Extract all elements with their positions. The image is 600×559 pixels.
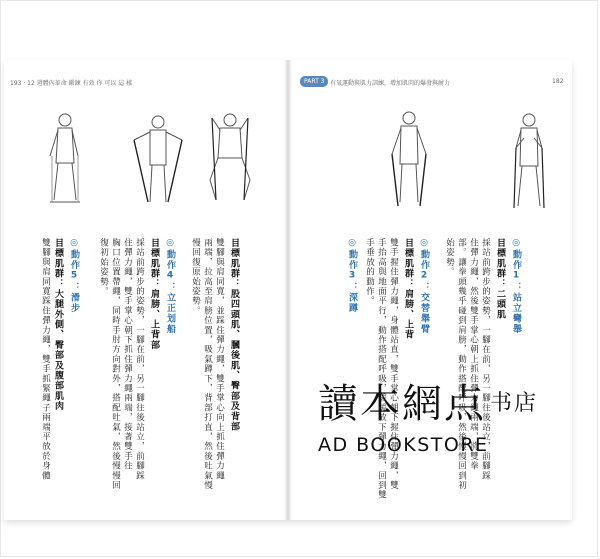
text-column: 雙腳與肩同寬踩住彈力繩，雙手抓緊繩子兩端平放於身體 [40,238,51,481]
watermark-subtitle: AD BOOKSTORE [318,434,489,456]
bookstore-watermark [310,380,590,480]
text-column: 住彈力繩，然後雙手掌心朝上抓住彈力繩兩端，將雙拳 [468,238,479,471]
text-column: 復初始姿勢。 [98,238,109,297]
text-column: 採站前跨步的姿勢，一腳在前，另一腳往後站立，前腳踩 [480,238,491,481]
text-column: 手抬高與地面平行，動作搭配呼吸，緩緩放下彈力繩，回到雙 [376,238,387,500]
exercise-heading-ex5: ◎動作5：滑步 [69,238,79,314]
chapter-badge: PART 3 [300,76,328,87]
exercise-heading-ex2: ◎動作2：交替舉臂 [419,238,429,335]
exercise-heading-ex1: ◎動作1：站立彎舉 [511,238,521,335]
exercise-figure-side-step [40,108,90,208]
text-column: 慢回復原始姿勢。 [190,238,201,316]
exercise-figure-bicep-curl [504,108,554,212]
target-muscles-ex2: 目標肌群：肩膀、上背 [403,238,413,340]
left-running-header: 193 · 12 週體內革命 鍛鍊 有效 你 可以 這 樣 [10,80,133,87]
text-column: 住彈力繩，雙手掌心朝下抓住彈力繩兩端，接著雙手往 [122,238,133,471]
text-column: 採站前跨步的姿勢，一腳在前，另一腳往後站立，前腳踩 [134,238,145,481]
text-column: 部。讓拳頭幾乎碰到肩膀，動作搭配呼吸，然後慢慢回到初 [456,238,467,491]
text-column: 雙手握住彈力繩，身體站直，雙手掌心朝下握住彈力繩，雙 [388,238,399,491]
exercise-figure-squat [200,108,260,208]
target-muscles-ex5: 目標肌群：大腿外側、臀部及腹部肌肉 [53,238,63,412]
right-running-header: 有氧運動與肌力訓練，增加肌肉的爆發與耐力 [330,80,451,87]
exercise-heading-ex4: ◎動作4：立正划船 [165,238,175,335]
text-column: 兩端，拉高至肩膀位置，吸氣蹲下，背部打直，然後吐氣慢 [202,238,213,491]
book-spine [284,60,292,520]
exercise-heading-ex3: ◎動作3：深蹲 [347,238,357,314]
text-column: 手垂放的動作。 [364,238,375,306]
text-column: 雙腳與肩同寬，並踩住彈力繩，雙手掌心向上抓住彈力繩 [214,238,225,481]
text-column: 始姿勢。 [444,238,455,277]
right-page-number: 182 [552,78,564,85]
target-muscles-ex1: 目標肌群：二頭肌 [495,238,505,320]
target-muscles-ex4: 目標肌群：肩膀、上背部 [149,238,159,351]
target-muscles-ex3: 目標肌群：股四頭肌、膕後肌、臀部及背部 [229,238,239,432]
exercise-figure-alternating-raise [384,106,434,210]
exercise-figure-upright-row [128,110,188,208]
watermark-title: 讀本網点 $^{书店}$ [318,381,539,427]
text-column: 胸口位置帶繩，同時手肘方向對外，搭配吐氣，然後慢慢回 [110,238,121,491]
